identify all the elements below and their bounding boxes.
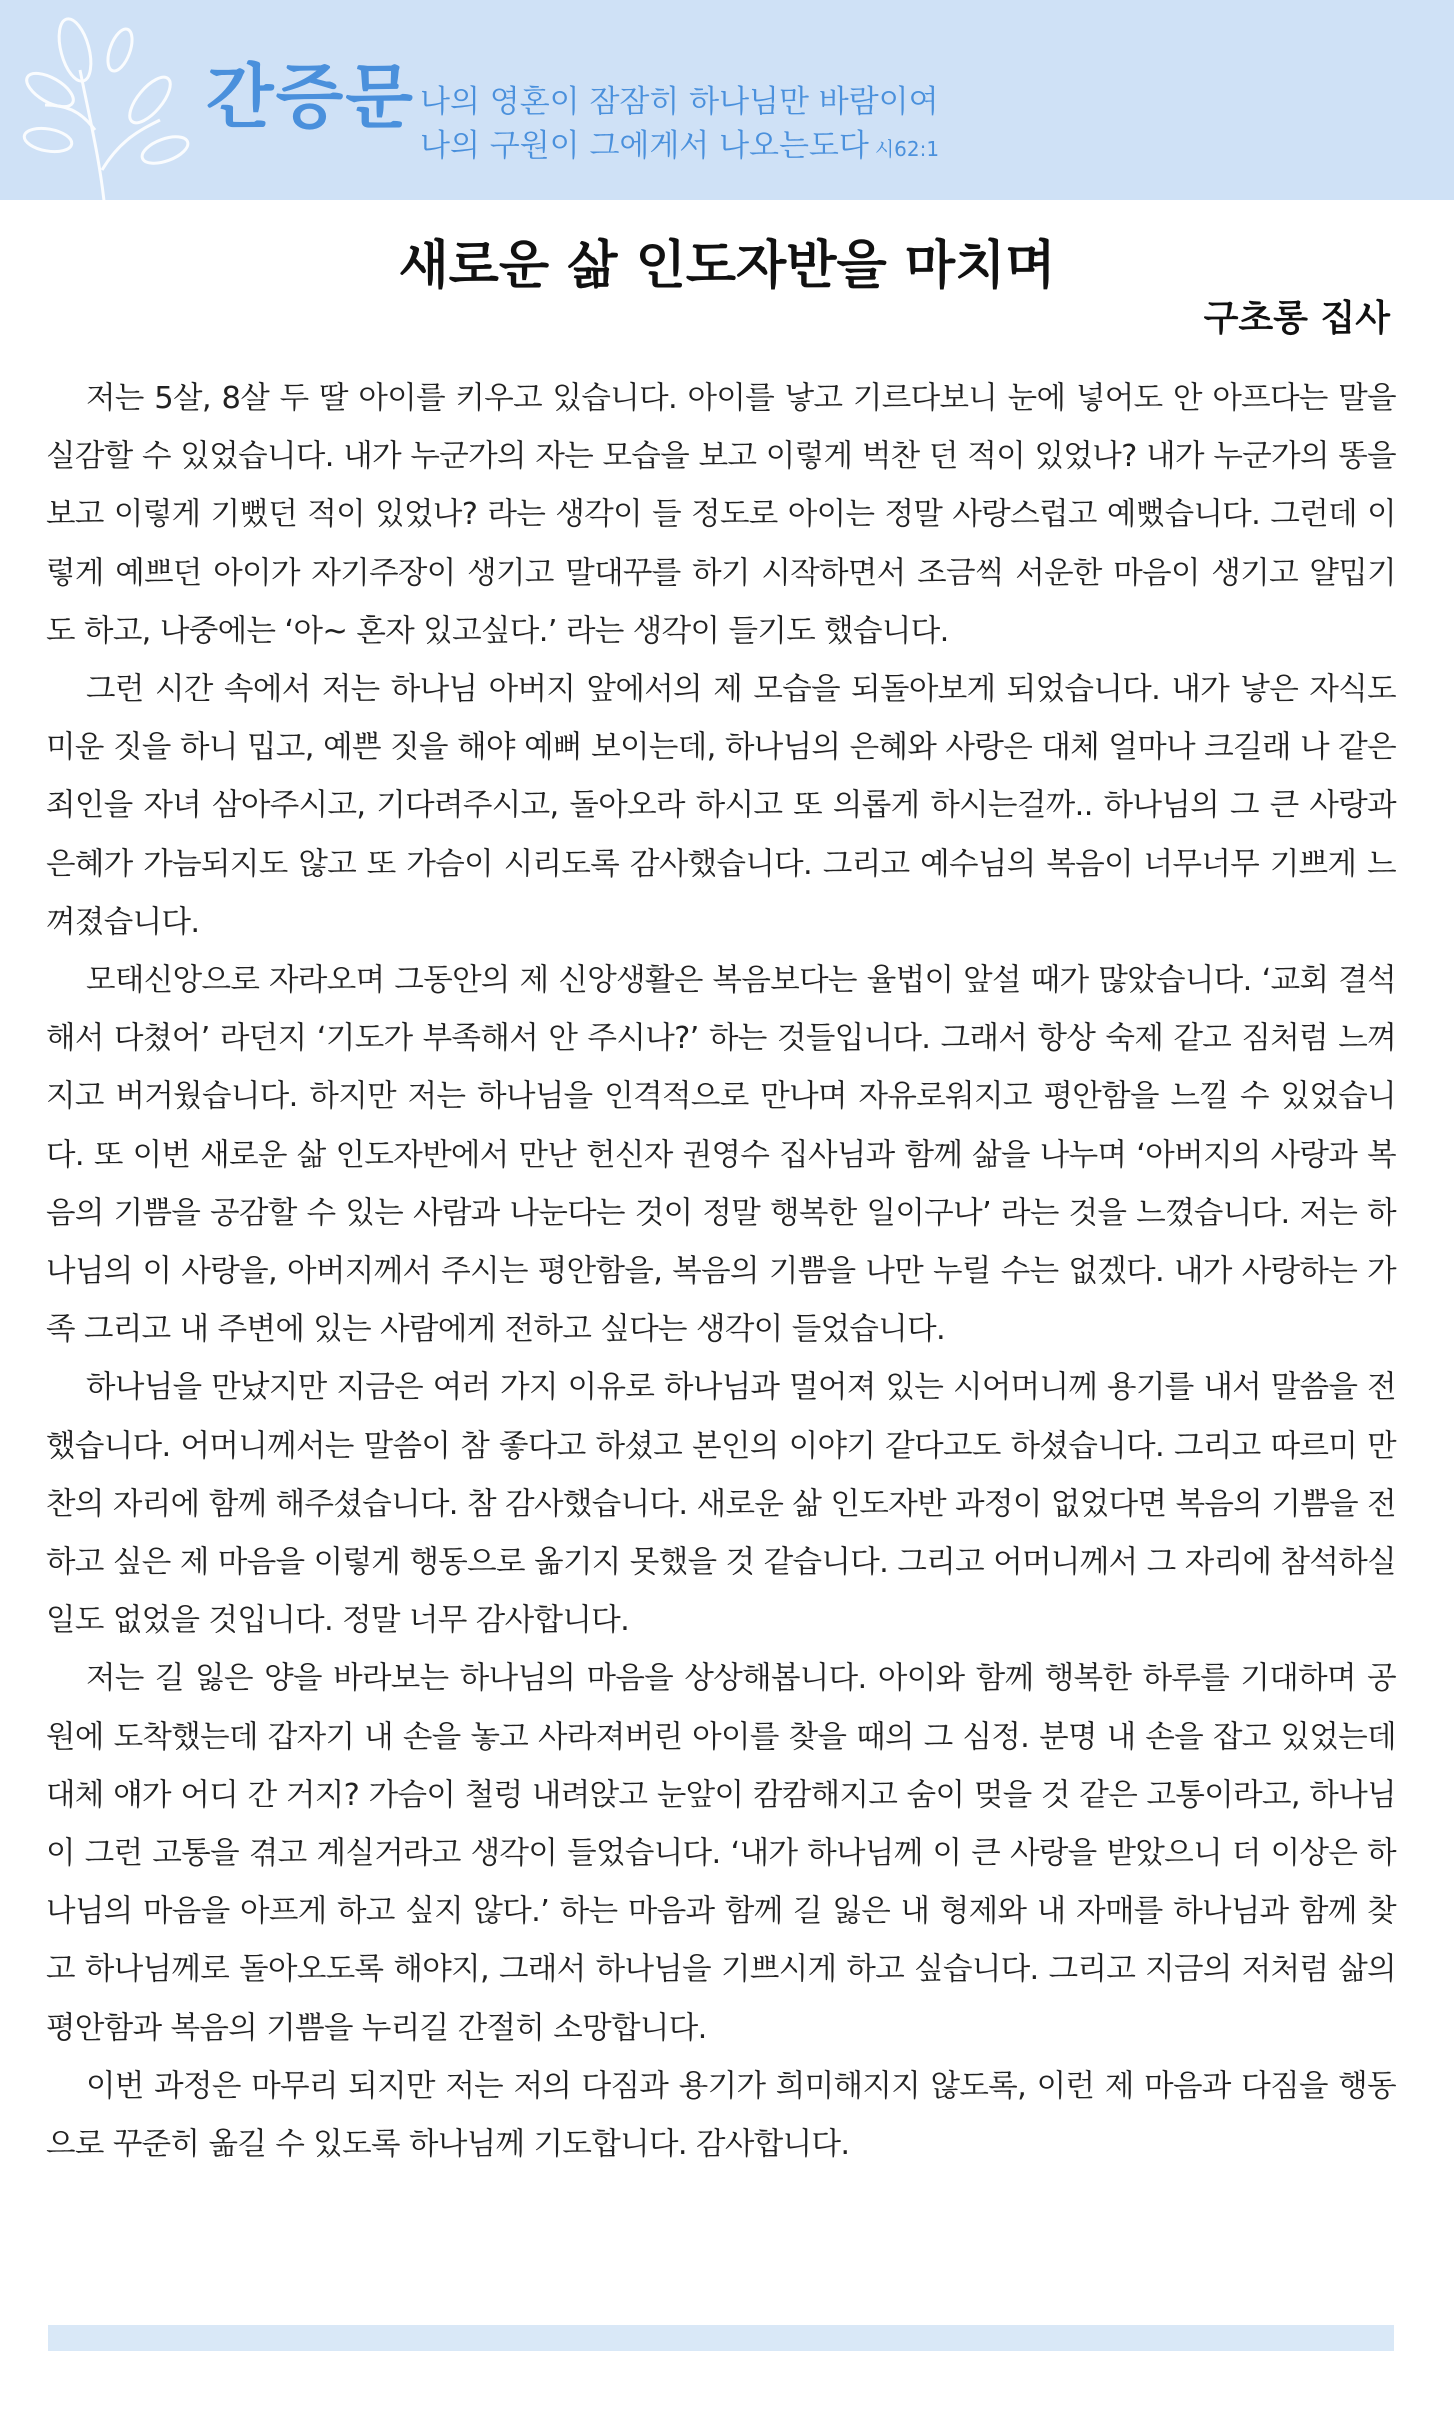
header-banner bbox=[0, 0, 1454, 200]
paragraph: 모태신앙으로 자라오며 그동안의 제 신앙생활은 복음보다는 율법이 앞설 때가 많았습니다. ‘교회 결석해서 다쳤어’ 라던지 ‘기도가 부족해서 안 주시나?’ 하는 것들입니다. 그래서 항상 숙제 같고 짐처럼 느껴지고 버거웠습니다. 하지만 저는 하나님을 인격적으로 만나며 자유로워지고 평안함을 느낄 수 있었습니다. 또 이번 새로운 삶 인도자반에서 만난 헌신자 권영수 집사님과 함께 삶을 나누며 ‘아버지의 사랑과 복음의 기쁨을 공감할 수 있는 사람과 나눈다는 것이 정말 행복한 일이구나’ 라는 것을 느꼈습니다. 저는 하나님의 이 사랑을, 아버지께서 주시는 평안함을, 복음의 기쁨을 나만 누릴 수는 없겠다. 내가 사랑하는 가족 그리고 내 주변에 있는 사람에게 전하고 싶다는 생각이 들었습니다. bbox=[46, 963, 1396, 1348]
verse-line-1: 나의 영혼이 잠잠히 하나님만 바람이여 bbox=[420, 84, 939, 120]
verse-line-2-text: 나의 구원이 그에게서 나오는도다 bbox=[420, 128, 869, 164]
article-body bbox=[46, 370, 1396, 2174]
bible-verse bbox=[420, 80, 939, 171]
paragraph: 저는 길 잃은 양을 바라보는 하나님의 마음을 상상해봅니다. 아이와 함께 행복한 하루를 기대하며 공원에 도착했는데 갑자기 내 손을 놓고 사라져버린 아이를 찾을 때의 그 심정. 분명 내 손을 잡고 있었는데 대체 얘가 어디 간 거지? 가슴이 철렁 내려앉고 눈앞이 캄캄해지고 숨이 멎을 것 같은 고통이라고, 하나님이 그런 고통을 겪고 계실거라고 생각이 들었습니다. ‘내가 하나님께 이 큰 사랑을 받았으니 더 이상은 하나님의 마음을 아프게 하고 싶지 않다.’ 하는 마음과 함께 길 잃은 내 형제와 내 자매를 하나님과 함께 찾고 하나님께로 돌아오도록 해야지, 그래서 하나님을 기쁘시게 하고 싶습니다. 그리고 지금의 저처럼 삶의 평안함과 복음의 기쁨을 누리길 간절히 소망합니다. bbox=[46, 1661, 1396, 2046]
verse-reference: 시62:1 bbox=[874, 137, 940, 161]
article-author: 구초롱 집사 bbox=[1203, 298, 1390, 339]
paragraph: 하나님을 만났지만 지금은 여러 가지 이유로 하나님과 멀어져 있는 시어머니께 용기를 내서 말씀을 전했습니다. 어머니께서는 말씀이 참 좋다고 하셨고 본인의 이야기 같다고도 하셨습니다. 그리고 따르미 만찬의 자리에 함께 해주셨습니다. 참 감사했습니다. 새로운 삶 인도자반 과정이 없었다면 복음의 기쁨을 전하고 싶은 제 마음을 이렇게 행동으로 옮기지 못했을 것 같습니다. 그리고 어머니께서 그 자리에 참석하실 일도 없었을 것입니다. 정말 너무 감사합니다. bbox=[46, 1370, 1396, 1639]
paragraph: 저는 5살, 8살 두 딸 아이를 키우고 있습니다. 아이를 낳고 기르다보니 눈에 넣어도 안 아프다는 말을 실감할 수 있었습니다. 내가 누군가의 자는 모습을 보고 이렇게 벅찬 던 적이 있었나? 내가 누군가의 똥을 보고 이렇게 기뻤던 적이 있었나? 라는 생각이 들 정도로 아이는 정말 사랑스럽고 예뻤습니다. 그런데 이렇게 예쁘던 아이가 자기주장이 생기고 말대꾸를 하기 시작하면서 조금씩 서운한 마음이 생기고 얄밉기도 하고, 나중에는 ‘아~ 혼자 있고싶다.’ 라는 생각이 들기도 했습니다. bbox=[46, 381, 1396, 649]
leaf-branch-icon bbox=[20, 10, 190, 200]
footer-bar bbox=[48, 2325, 1394, 2351]
paragraph: 그런 시간 속에서 저는 하나님 아버지 앞에서의 제 모습을 되돌아보게 되었습니다. 내가 낳은 자식도 미운 짓을 하니 밉고, 예쁜 짓을 해야 예뻐 보이는데, 하나님의 은혜와 사랑은 대체 얼마나 크길래 나 같은 죄인을 자녀 삼아주시고, 기다려주시고, 돌아오라 하시고 또 의롭게 하시는걸까.. 하나님의 그 큰 사랑과 은혜가 가늠되지도 않고 또 가슴이 시리도록 감사했습니다. 그리고 예수님의 복음이 너무너무 기쁘게 느껴졌습니다. bbox=[46, 672, 1396, 940]
section-title: 간증문 bbox=[206, 56, 415, 138]
paragraph: 이번 과정은 마무리 되지만 저는 저의 다짐과 용기가 희미해지지 않도록, 이런 제 마음과 다짐을 행동으로 꾸준히 옮길 수 있도록 하나님께 기도합니다. 감사합니다. bbox=[46, 2068, 1396, 2163]
verse-line-2 bbox=[420, 124, 939, 171]
article-title: 새로운 삶 인도자반을 마치며 bbox=[398, 236, 1056, 296]
